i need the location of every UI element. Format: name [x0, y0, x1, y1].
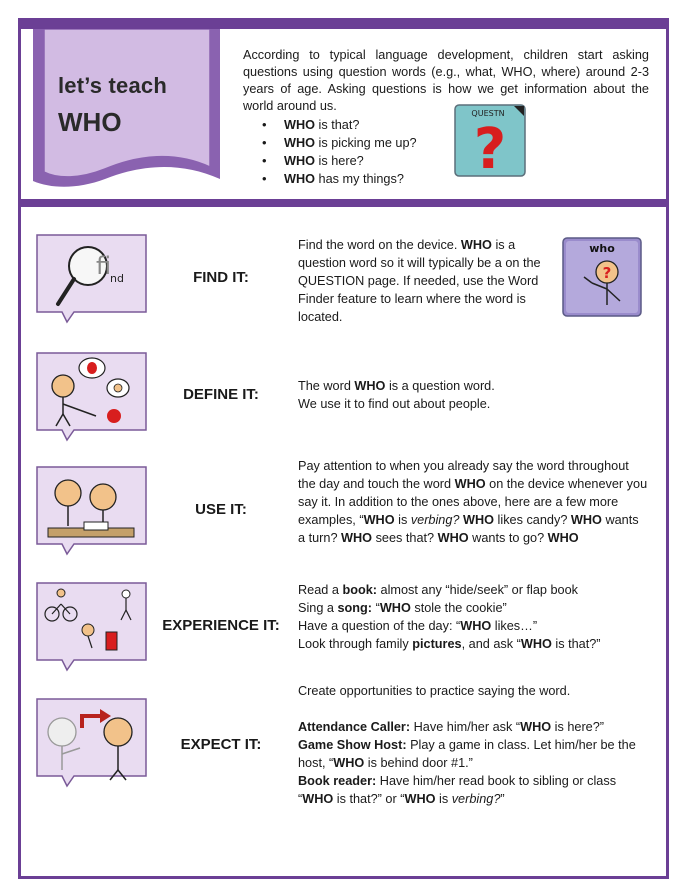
define-it-text: The word WHO is a question word. We use it to find out about people.	[298, 379, 495, 411]
svg-text:who: who	[589, 242, 615, 255]
list-item: • WHO is picking me up?	[262, 134, 417, 152]
intro-example-list	[262, 116, 417, 188]
title-banner	[30, 29, 223, 191]
find-it-label: FIND IT:	[193, 269, 249, 286]
svg-text:nd: nd	[110, 272, 124, 285]
expect-it-label: EXPECT IT:	[180, 736, 262, 753]
expect-it-text: Create opportunities to practice saying the word. Attendance Caller: Have him/her ask “WHO is here?” Game Show Host: Play a game in class. Let him/her be the host, “WHO is behind door #1.” Book reader: Have him/her read book to sibling or class “WHO is that?” or “WHO is verbing?”	[298, 684, 636, 806]
svg-text:?: ?	[602, 264, 612, 282]
find-icon-letters: fi	[96, 252, 112, 280]
find-icon	[36, 234, 147, 324]
use-it-text: Pay attention to when you already say the word throughout the day and touch the word WHO on the device whenever you say it. In addition to the ones above, here are a few more examples, “WHO is verbing? WHO likes candy? WHO wants a turn? WHO sees that? WHO wants to go? WHO	[298, 459, 648, 545]
experience-it-text: Read a book: almost any “hide/seek” or flap book Sing a song: “WHO stole the cookie” Have a question of the day: “WHO likes…” Look through family pictures, and ask “WHO is that?”	[298, 583, 601, 651]
intro-paragraph: According to typical language development, children start asking questions using question words (e.g., what, WHO, where) around 2-3 years of age. Asking questions is how we get information about the world around us.	[243, 48, 649, 113]
header-divider	[18, 199, 669, 207]
find-it-text: Find the word on the device. WHO is a question word so it will typically be a on the QUESTION page. If needed, use the Word Finder feature to learn where the word is located.	[298, 238, 541, 324]
banner-title-line1: let’s teach	[58, 73, 167, 98]
list-item: • WHO has my things?	[262, 170, 417, 188]
experience-icon	[36, 582, 147, 672]
define-icon	[36, 352, 147, 442]
who-word-tile	[562, 237, 642, 317]
list-item: • WHO is here?	[262, 152, 417, 170]
banner-title-word: WHO	[58, 107, 122, 137]
list-item: • WHO is that?	[262, 116, 417, 134]
expect-icon	[36, 698, 147, 788]
svg-text:QUESTN: QUESTN	[471, 109, 505, 118]
use-icon	[36, 466, 147, 556]
define-it-label: DEFINE IT:	[183, 386, 259, 403]
question-page-tile	[454, 104, 526, 177]
banner-title	[58, 73, 167, 138]
use-it-label: USE IT:	[195, 501, 247, 518]
experience-it-label: EXPERIENCE IT:	[162, 617, 280, 634]
question-mark-icon: ?	[473, 117, 507, 177]
